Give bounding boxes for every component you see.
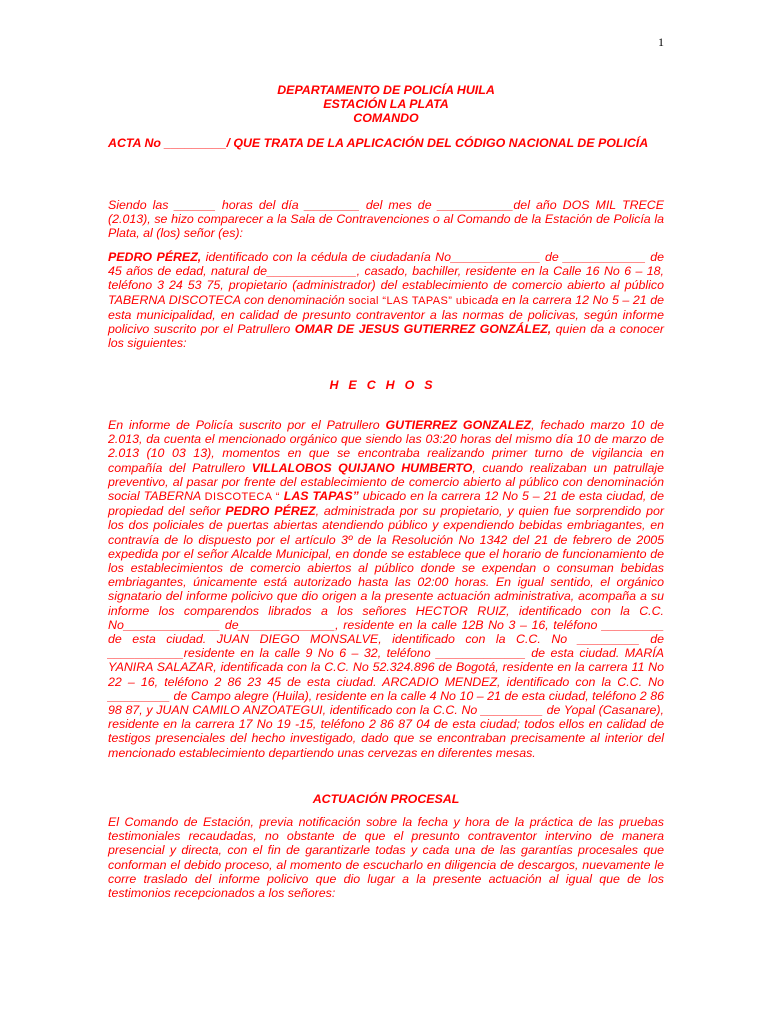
intro-paragraph: Siendo las ______ horas del día ________ del mes de ___________del año DOS MIL TRECE (2.013), se hizo comparecer a la Sala de Contravenciones o al Comando de la Estación de Policía la Plata, al (los) señor (es): (108, 198, 664, 241)
persona-patrullero: OMAR DE JESUS GUTIERREZ GONZÁLEZ, (294, 322, 552, 337)
persona-social-name: social “LAS TAPAS” ubic (348, 294, 478, 307)
document-header (108, 83, 664, 125)
hechos-bold-1: GUTIERREZ GONZALEZ (385, 418, 532, 432)
hechos-text-3: , cuando realizaban un patrullaje preventivo, al pasar por frente del establecimiento de comercio abierto al público con denominación social TABERNA (108, 460, 665, 504)
acta-title: ACTA No _________/ QUE TRATA DE LA APLICACIÓN DEL CÓDIGO NACIONAL DE POLICÍA (108, 136, 649, 150)
hechos-bold-2: VILLALOBOS QUIJANO HUMBERTO (251, 460, 473, 475)
actuacion-paragraph: El Comando de Estación, previa notificación sobre la fecha y hora de la práctica de las pruebas testimoniales recaudadas, no obstante de que el presunto contraventor intervino de manera presencial y directa, con el fin de garantizarle todas y cada una de las garantías procesales que conforman el debido proceso, al momento de escucharlo en diligencia de descargos, nuevamente le corre traslado del informe policivo que dio lugar a la presente actuación al igual que de los testimonios recepcionados a los señores: (108, 815, 664, 901)
hechos-text-4: ubicado en la carrera 12 No 5 – 21 de esta ciudad, de propiedad del señor (108, 489, 665, 519)
hechos-text-1: En informe de Policía suscrito por el Patrullero (108, 418, 386, 432)
persona-text-2: ada en la carrera 12 No 5 – 21 de esta municipalidad, en calidad de presunto contraventor a las normas de policivas, según informe policivo suscrito por el Patrullero (108, 292, 664, 337)
header-department: DEPARTAMENTO DE POLICÍA HUILA (277, 83, 495, 97)
persona-text-3: quien da a conocer los siguientes: (108, 322, 664, 351)
hechos-title: HECHOS (329, 378, 443, 392)
persona-text-1: identificado con la cédula de ciudadanía No_____________ de ____________ de 45 años de edad, natural de_____________, casado, bachiller, residente en la Calle 16 No 6 – 18, teléfono 3 24 53 75, propietario (administrador) del establecimiento de comercio abierto al público TABERNA DISCOTECA con denominación (108, 250, 664, 307)
actuacion-title: ACTUACIÓN PROCESAL (312, 792, 460, 806)
hechos-text-2: , fechado marzo 10 de 2.013, da cuenta el mencionado orgánico que siendo las 03:20 horas del mismo día 10 de marzo de 2.013 (10 03 13), momentos en que se encontraba realizando primer turno de vigilancia en compañía del Patrullero (108, 418, 665, 475)
hechos-paragraph (108, 418, 664, 760)
hechos-discoteca: DISCOTECA “ (204, 491, 280, 504)
header-station: ESTACIÓN LA PLATA (323, 97, 449, 111)
page-number: 1 (658, 35, 664, 49)
persona-paragraph (108, 250, 664, 350)
hechos-text-5: , administrada por su propietario, y quien fue sorprendido por los dos policiales de puertas abiertas atendiendo público y expendiendo bebidas embriagantes, en contravía de lo dispuesto por el artículo 3º de la Resolución No 1342 del 21 de febrero de 2005 expedida por el señor Alcalde Municipal, en donde se establece que el horario de funcionamiento de los establecimientos de comercio abiertos al público donde se expendan o consuman bebidas embriagantes, únicamente está autorizado hasta las 02:00 horas. En igual sentido, el orgánico signatario del informe policivo que dio origen a la presente actuación administrativa, acompaña a su informe los comparendos librados a los señores HECTOR RUIZ, identificado con la C.C. No______________ de______________, residente en la calle 12B No 3 – 16, teléfono _________ de esta ciudad. JUAN DIEGO MONSALVE, identificado con la C.C. No _________ de ___________residente en la calle 9 No 6 – 32, teléfono _____________ de esta ciudad. MARÍA YANIRA SALAZAR, identificada con la C.C. No 52.324.896 de Bogotá, residente en la carrera 11 No 22 – 16, teléfono 2 86 23 45 de esta ciudad. ARCADIO MENDEZ, identificado con la C.C. No _________ de Campo alegre (Huila), residente en la calle 4 No 10 – 21 de esta ciudad, teléfono 2 86 98 87, y JUAN CAMILO ANZOATEGUI, identificado con la C.C. No _________ de Yopal (Casanare), residente en la carrera 17 No 19 -15, teléfono 2 86 87 04 de esta ciudad; todos ellos en calidad de testigos presenciales del hecho investigado, dado que se encontraban precisamente al interior del mencionado establecimiento departiendo unas cervezas en diferentes mesas. (108, 504, 664, 760)
persona-name: PEDRO PÉREZ, (108, 250, 202, 264)
hechos-bold-4: PEDRO PÉREZ (225, 504, 316, 519)
header-command: COMANDO (353, 111, 419, 125)
hechos-bold-3: LAS TAPAS” (279, 489, 359, 504)
